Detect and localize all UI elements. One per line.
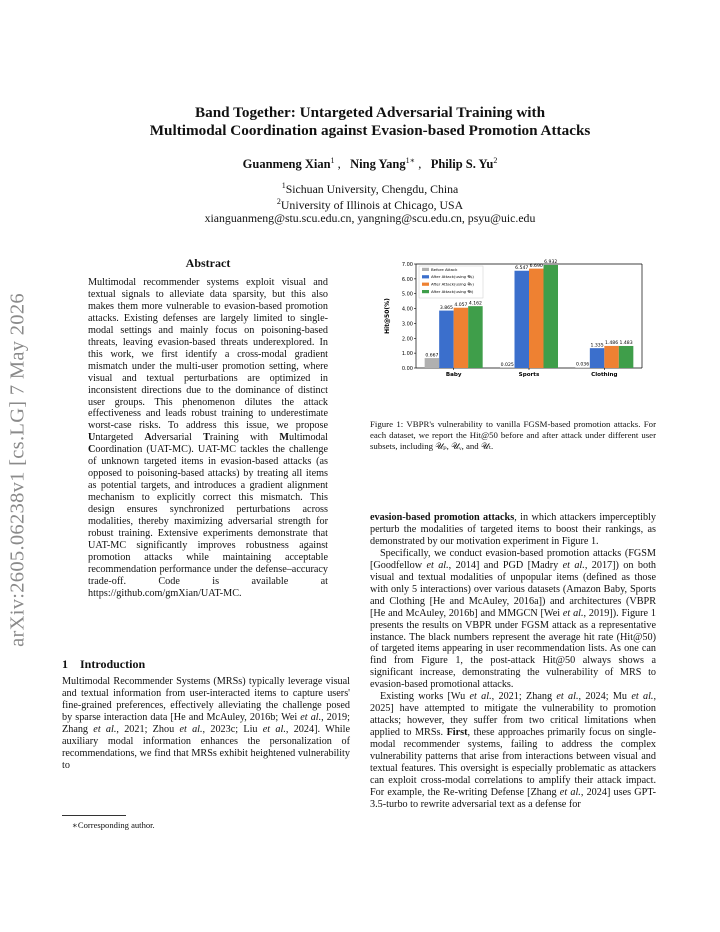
affiliation-mark: 1 (281, 181, 286, 190)
paragraph-2: Specifically, we conduct evasion-based promotion attacks (FGSM [Goodfellow et al., 2014] and PGD [Madry et al., 2017]) on both visual and textual modalities of unpopular items (defined as those with only 5 interactions) over various datasets (Amazon Baby, Sports and Clothing [He and McAuley, 2016a]) and architectures (VBPR [He and McAuley, 2016b] and MMGCN [Wei et al., 2019]). Figure 1 presents the results on VBPR under FGSM attack as a representative instance. The black numbers represent the average hit rate (Hit@50) of targeted items appearing in user recommendation lists. As one can find from Figure 1, the post-attack Hit@50 always shows a significant increase, demonstrating the vulnerability of MRS to evasion-based promotional attacks. (370, 547, 656, 691)
intro-left-paragraph: Multimodal Recommender Systems (MRSs) typically leverage visual and textual information from user-interacted items to capture users' fine-grained preferences, effectively alleviating the challenge posed by sparse interaction data [He and McAuley, 2016b; Wei et al., 2019; Zhang et al., 2021; Zhou et al., 2023c; Liu et al., 2024]. While auxiliary modal information enhances the personalization of recommendations, we find that MRSs exhibit heightened vulnerability to (62, 676, 350, 771)
data-label: 3.865 (439, 305, 453, 311)
bar (619, 346, 634, 368)
bar (439, 311, 454, 368)
data-label: 1.486 (605, 341, 619, 347)
title-line-1: Band Together: Untargeted Adversarial Training with (194, 104, 546, 121)
abstract-body: Multimodal recommender systems exploit visual and textual signals to alleviate data sparsity, but this also makes them more vulnerable to evasion-based promotion attacks. Existing defenses are largely limited to single-modal settings and mainly focus on poisoning-based threats, leaving evasion-based threats underexplored. In this work, we first identify a cross-modal gradient mismatch under the multi-user promotion setting, where visual and textual perturbations are optimized in inconsistent directions due to the dominance of distinct user groups. This phenomenon dilutes the attack effectiveness and leads robust training to underestimate worst-case risks. To address this issue, we propose Untargeted Adversarial Training with Multimodal Coordination (UAT-MC). UAT-MC tackles the challenge of unknown targeted items in evasion-based attacks (as opposed to poisoning-based attacks) by treating all items as potential targets, and introduces a gradient alignment mechanism to explicitly correct this mismatch. This design ensures synchronized perturbations across modalities, thereby maximizing adversarial strength for robust training. Extensive experiments demonstrate that UAT-MC significantly improves robustness against promotion attacks while maintaining acceptable recommendation performance under the defense–accuracy trade-off. Code is available at https://github.com/gmXian/UAT-MC. (88, 277, 328, 599)
paragraph-3: Existing works [Wu et al., 2021; Zhang et al., 2024; Mu et al., 2025] have attempted to mitigate the vulnerability to promotion attacks; however, they suffer from two critical limitations when applied to MRSs. First, these approaches primarily focus on single-modal recommender systems, failing to address the complex vulnerability patterns that arise from interactions between visual and textual features. This oversight is especially problematic as attackers can exploit cross-modal correlations to amplify their attack impact. For example, the Re-writing Defense [Zhang et al., 2024] uses GPT-3.5-turbo to rewrite adversarial text as a defense for (370, 691, 657, 810)
data-label: 0.036 (576, 362, 590, 368)
author-emails: xianguanmeng@stu.scu.edu.cn, yangning@scu.edu.cn, psyu@uic.edu (204, 211, 536, 225)
y-tick-label: 5.00 (401, 291, 413, 298)
x-tick-label: Clothing (591, 372, 618, 378)
intro-right-column (370, 512, 656, 811)
bar (425, 358, 440, 368)
legend-swatch (422, 290, 429, 293)
y-tick-label: 3.00 (401, 321, 413, 328)
author-name: Philip S. Yu (430, 157, 494, 172)
legend-swatch (422, 275, 429, 278)
data-label: 0.667 (425, 353, 439, 359)
footnote-corresponding-author: ∗Corresponding author. (72, 820, 155, 830)
author-mark: 2 (493, 156, 498, 165)
bar (529, 269, 544, 368)
y-tick-label: 2.00 (401, 336, 413, 343)
x-tick-label: Sports (518, 372, 540, 378)
figure-1-caption: Figure 1: VBPR's vulnerability to vanilla FGSM-based promotion attacks. For each dataset, we report the Hit@50 before and after attack under different user subsets, including 𝒰ₚ, 𝒰ᵥ, and 𝒰ₜ. (370, 419, 656, 451)
data-label: 6.690 (529, 263, 543, 269)
author-name: Ning Yang (350, 157, 406, 172)
legend-swatch (422, 268, 429, 271)
paragraph-1: evasion-based promotion attacks, in which attackers imperceptibly perturb the modalities of targeted items to boost their rankings, as demonstrated by our motivation experiment in Figure 1. (370, 512, 656, 547)
title-line-2: Multimodal Coordination against Evasion-based Promotion Attacks (149, 122, 591, 139)
bar (468, 306, 483, 368)
legend-label: Before Attack (431, 266, 458, 272)
section-number: 1 (62, 657, 68, 671)
x-tick-label: Baby (445, 372, 462, 378)
paper-title (90, 104, 650, 140)
legend-label: After Attack(using 𝒰ₚ) (431, 274, 474, 280)
bar (544, 265, 559, 368)
section-title: Introduction (80, 657, 146, 671)
bar (454, 308, 469, 368)
arxiv-sidebar (6, 266, 30, 674)
affiliation-mark: 2 (276, 197, 281, 206)
bar (590, 348, 605, 368)
bar (515, 271, 530, 368)
y-axis-label: Hit@50(%) (384, 298, 391, 334)
bar-chart (380, 256, 646, 382)
arxiv-identifier: arXiv:2605.06238v1 [cs.LG] 7 May 2026 (6, 293, 29, 647)
abstract-heading: Abstract (185, 256, 231, 270)
y-tick-label: 6.00 (401, 276, 413, 283)
abstract-text-b: (UAT-MC). UAT-MC tackles the challenge of unknown targeted items in evasion-based attacks (as opposed to poisoning-based attacks) by treating all items as potential targets, and introduces a gradient alignment mechanism to explicitly correct this mismatch. This design ensures synchronized perturbations across modalities, thereby maximizing adversarial strength for robust training. Extensive experiments demonstrate that UAT-MC significantly improves robustness against promotion attacks while maintaining acceptable recommendation performance under the defense–accuracy trade-off. Code is available at https://github.com/gmXian/UAT-MC. (88, 444, 328, 599)
legend-label: After Attack(using 𝒰ₜ) (431, 289, 474, 294)
data-label: 0.025 (500, 362, 514, 368)
data-label: 1.335 (590, 343, 604, 349)
author-mark: 1 (330, 156, 335, 165)
legend-label: After Attack(using 𝒰ᵥ) (431, 281, 474, 287)
section-heading-introduction (62, 657, 157, 672)
figure-1-chart (380, 256, 646, 382)
author-name: Guanmeng Xian (242, 157, 331, 172)
legend-swatch (422, 283, 429, 286)
y-tick-label: 0.00 (401, 366, 413, 372)
data-label: 1.483 (619, 341, 633, 347)
author-list: Guanmeng Xian$^1$ , Ning Yang$^{1∗}$ , Philip S. Yu$^2$ (242, 156, 498, 172)
data-label: 4.057 (454, 302, 468, 308)
author-mark: 1∗ (405, 156, 416, 165)
data-label: 4.162 (468, 301, 482, 307)
y-tick-label: 4.00 (401, 306, 413, 313)
bar (604, 346, 619, 368)
y-tick-label: 7.00 (401, 262, 413, 268)
data-label: 6.932 (544, 260, 558, 266)
abstract-text-a: Multimodal recommender systems exploit visual and textual signals to alleviate data sparsity, but this also makes them more vulnerable to evasion-based promotion attacks. Existing defenses are largely limited to single-modal settings and mainly focus on poisoning-based threats, leaving evasion-based threats underexplored. In this work, we first identify a cross-modal gradient mismatch under the multi-user promotion setting, where visual and textual perturbations are optimized in inconsistent directions due to the dominance of distinct user groups. This phenomenon dilutes the attack effectiveness and leads robust training to underestimate worst-case risks. To address this issue, we propose (88, 277, 328, 432)
data-label: 6.547 (515, 265, 529, 271)
affiliation-text: Sichuan University, Chengdu, China (285, 181, 459, 196)
affiliation-text: University of Illinois at Chicago, USA (280, 197, 464, 212)
y-tick-label: 1.00 (401, 351, 413, 358)
footnote-rule (62, 815, 126, 816)
